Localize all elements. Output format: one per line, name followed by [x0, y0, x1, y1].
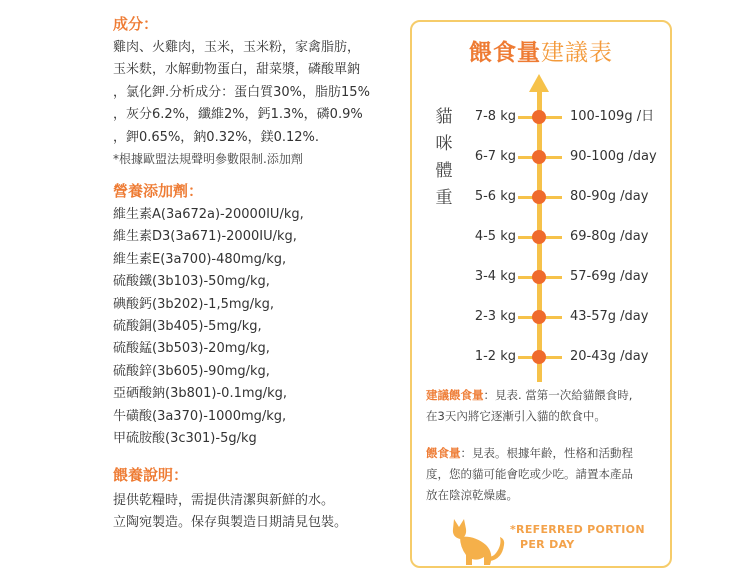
cat-icon [450, 515, 508, 569]
portion-amount: 20-43g /day [570, 349, 649, 364]
portion-amount: 57-69g /day [570, 269, 649, 284]
panel-title-bold: 餵食量 [469, 40, 541, 66]
ingredients-title: 成分： [113, 15, 159, 33]
portion-row [412, 107, 670, 127]
weight-label: 7-8 kg [474, 109, 516, 124]
additives-title: 營養添加劑： [113, 182, 204, 201]
additive-line: 維生素A(3a672a)-20000IU/kg, [113, 207, 304, 223]
tick-dot [532, 150, 546, 164]
additive-line: 甲硫胺酸(3c301)-5g/kg [113, 431, 257, 447]
portion-row [412, 227, 670, 247]
vertical-char: 咪 [435, 134, 453, 154]
ingredients-line: ，氯化鉀.分析成分：蛋白質30%，脂肪15% [113, 84, 370, 100]
note-line: 放在陰涼乾燥處。 [426, 488, 518, 502]
note-text: ：見表。根據年齡，性格和活動程 [460, 446, 633, 460]
feeding-line: 立陶宛製造。保存與製造日期請見包裝。 [113, 514, 348, 530]
tick-dot [532, 110, 546, 124]
ingredients-line: ，灰分6.2%，纖維2%，鈣1.3%，磷0.9% [113, 107, 363, 123]
ingredients-list [113, 37, 403, 149]
weight-label: 6-7 kg [474, 149, 516, 164]
portion-row [412, 267, 670, 287]
additive-line: 維生素D3(3a671)-2000IU/kg, [113, 229, 297, 245]
additive-line: 硫酸銅(3b405)-5mg/kg, [113, 319, 262, 335]
left-column [113, 14, 403, 534]
additive-line: 維生素E(3a700)-480mg/kg, [113, 251, 287, 267]
portion-row [412, 347, 670, 367]
note-line: 度，您的貓可能會吃或少吃。請置本產品 [426, 467, 633, 481]
panel-title [412, 34, 670, 67]
portion-amount: 100-109g /日 [570, 109, 655, 124]
additive-line: 硫酸鋅(3b605)-90mg/kg, [113, 363, 270, 379]
tick-dot [532, 310, 546, 324]
note-label: 餵食量 [426, 446, 461, 460]
note-label: 建議餵食量 [426, 388, 484, 402]
portion-amount: 43-57g /day [570, 309, 649, 324]
note-text: ：見表. 當第一次給貓餵食時, [483, 388, 633, 402]
portion-row [412, 187, 670, 207]
vertical-char: 體 [435, 161, 453, 181]
weight-label: 2-3 kg [474, 309, 516, 324]
tick-dot [532, 350, 546, 364]
portion-amount: 80-90g /day [570, 189, 649, 204]
suggested-amount-note [426, 385, 666, 427]
ingredients-line: ，鉀0.65%，鈉0.32%，鎂0.12%. [113, 129, 320, 145]
additive-line: 亞硒酸鈉(3b801)-0.1mg/kg, [113, 386, 288, 402]
weight-label: 3-4 kg [474, 269, 516, 284]
weight-label: 5-6 kg [474, 189, 516, 204]
note-line: 在3天內將它逐漸引入貓的飲食中。 [426, 409, 606, 423]
additive-line: 碘酸鈣(3b202)-1,5mg/kg, [113, 296, 275, 312]
feeding-amount-note [426, 443, 666, 506]
vertical-char: 貓 [435, 107, 453, 127]
ref-line: *REFERRED PORTION [510, 523, 645, 536]
weight-label: 4-5 kg [474, 229, 516, 244]
tick-dot [532, 190, 546, 204]
ref-line: PER DAY [520, 538, 575, 551]
additive-line: 牛磺酸(3a370)-1000mg/kg, [113, 408, 287, 424]
vertical-char: 重 [435, 188, 453, 208]
referred-portion-label [510, 522, 645, 552]
panel-title-rest: 建議表 [541, 40, 613, 66]
tick-dot [532, 270, 546, 284]
feeding-line: 提供乾糧時，需提供清潔與新鮮的水。 [113, 492, 335, 508]
tick-dot [532, 230, 546, 244]
ingredients-line: 玉米麩，水解動物蛋白，甜菜漿，磷酸單鈉 [113, 62, 361, 78]
note-line [426, 385, 666, 406]
portion-amount: 69-80g /day [570, 229, 649, 244]
additive-line: 硫酸鐵(3b103)-50mg/kg, [113, 274, 270, 290]
additives-list [113, 204, 403, 450]
portion-row [412, 147, 670, 167]
ingredients-line: 雞肉、火雞肉，玉米，玉米粉，家禽脂肪， [113, 40, 361, 55]
portion-row [412, 307, 670, 327]
ingredients-note: *根據歐盟法規聲明參數限制.添加劑 [113, 152, 303, 167]
additive-line: 硫酸錳(3b503)-20mg/kg, [113, 341, 270, 357]
feeding-title: 餵養說明： [113, 465, 189, 484]
portion-amount: 90-100g /day [570, 149, 657, 164]
weight-label: 1-2 kg [474, 349, 516, 364]
feeding-instructions [113, 490, 403, 535]
note-line [426, 443, 666, 464]
feeding-chart-panel [410, 20, 672, 568]
